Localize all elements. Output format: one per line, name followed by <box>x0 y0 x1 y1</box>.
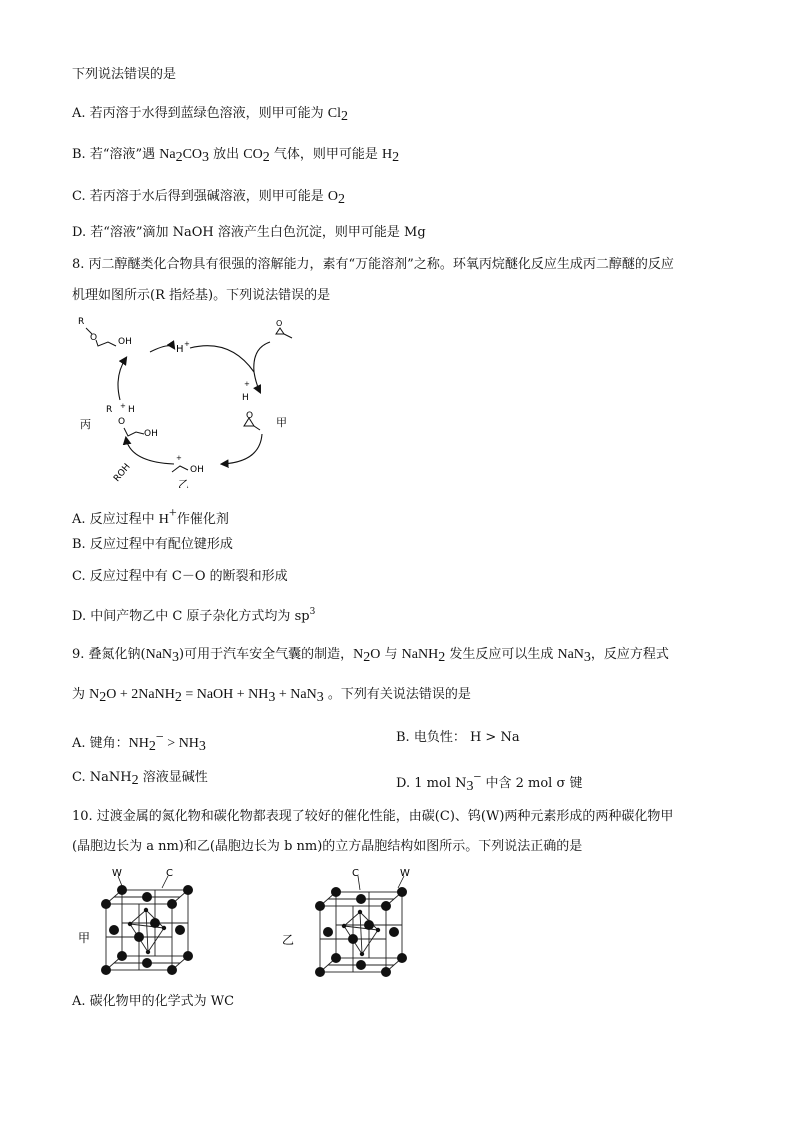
bing-r-label: R <box>106 405 113 415</box>
crystal-cell-yi <box>280 866 420 984</box>
yi-w-label: W <box>400 868 410 879</box>
h-plus-charge: + <box>184 340 190 348</box>
q10-stem-line2: (晶胞边长为 a nm)和乙(晶胞边长为 b nm)的立方晶胞结构如图所示。下列说法正确的是 <box>72 839 583 854</box>
arrow-deprotonation <box>118 358 126 400</box>
jia-figure-label: 甲 <box>78 931 91 945</box>
q8-option-b: B. 反应过程中有配位键形成 <box>72 537 233 552</box>
label-jia: 甲 <box>276 416 287 429</box>
q8-option-d: D. 中间产物乙中 C 原子杂化方式均为 $sp^3$ <box>72 607 316 624</box>
q9-option-d: D. 1 mol N3− 中含 2 mol σ 键 <box>396 770 583 794</box>
q7-option-b: B. 若“溶液”遇 Na2CO3 放出 CO2 气体，则甲可能是 H2 <box>72 147 400 165</box>
arrow-h-to-epoxide <box>190 346 254 372</box>
epoxide-molecule <box>276 328 292 338</box>
intro-text: 下列说法错误的是 <box>72 67 177 82</box>
reaction-mechanism-diagram <box>70 312 310 488</box>
q9-stem-line2: 为 N2O + 2NaNH2 = NaOH + NH3 + NaN3 。下列有关说法错误的是 <box>72 687 471 705</box>
q10-stem-line1: 10. 过渡金属的氮化物和碳化物都表现了较好的催化性能，由碳(C)、钨(W)两种元素形成的两种碳化物甲 <box>72 809 674 824</box>
q8-option-c: C. 反应过程中有 C－O 的断裂和形成 <box>72 569 288 584</box>
roh-label: ROH <box>112 462 133 484</box>
q9-option-a: A. 键角：NH2− > NH3 <box>72 730 206 754</box>
o-label-top: O <box>90 333 98 343</box>
yi-figure-label: 乙 <box>282 933 295 947</box>
bing-h-label: H <box>128 405 135 415</box>
oxonium-chain <box>124 428 144 436</box>
yi-plus: + <box>176 454 182 462</box>
q8-option-a: A. 反应过程中 H+作催化剂 <box>72 506 229 527</box>
jia-c-label: C <box>166 868 173 879</box>
jia-plus: + <box>244 380 250 388</box>
bing-oh-label: OH <box>144 429 158 439</box>
label-bing: 丙 <box>80 418 91 431</box>
q9-option-b: B. 电负性： H > Na <box>396 730 520 745</box>
q8-stem-line2: 机理如图所示(R 指烃基)。下列说法错误的是 <box>72 288 331 303</box>
crystal-cell-jia <box>74 866 214 984</box>
label-yi: 乙 <box>178 478 189 488</box>
q7-option-d: D. 若“溶液”滴加 NaOH 溶液产生白色沉淀，则甲可能是 Mg <box>72 225 426 240</box>
arrow-release-h <box>150 346 174 352</box>
bing-o-label: O <box>118 417 126 427</box>
q9-stem-line1: 9. 叠氮化钠(NaN3)可用于汽车安全气囊的制造，N2O 与 NaNH2 发生反应可以生成 NaN3，反应方程式 <box>72 647 669 665</box>
h-plus-label: H <box>176 344 184 355</box>
carbocation-chain <box>172 466 188 472</box>
r-label-top: R <box>78 317 85 327</box>
q10-option-a: A. 碳化物甲的化学式为 WC <box>72 994 235 1009</box>
jia-o-label: O <box>246 411 254 421</box>
epoxide-o-label: O <box>276 319 283 328</box>
arrow-protonation <box>254 342 270 392</box>
jia-w-label: W <box>112 868 122 879</box>
jia-h-label: H <box>242 393 249 403</box>
yi-oh-label: OH <box>190 465 204 475</box>
bing-plus: + <box>120 402 126 410</box>
yi-c-label: C <box>352 868 359 879</box>
q7-option-c: C. 若丙溶于水后得到强碱溶液，则甲可能是 O2 <box>72 189 346 207</box>
q7-option-a: A. 若丙溶于水得到蓝绿色溶液，则甲可能为 Cl2 <box>72 106 349 124</box>
q9-option-c: C. NaNH2 溶液显碱性 <box>72 770 208 788</box>
arrow-roh-attack <box>126 438 174 464</box>
arrow-ring-open <box>222 434 262 464</box>
oh-label-top: OH <box>118 337 132 347</box>
q8-stem-line1: 8. 丙二醇醚类化合物具有很强的溶解能力，素有“万能溶剂”之称。环氧丙烷醚化反应生成丙二醇醚的反应 <box>72 257 674 272</box>
